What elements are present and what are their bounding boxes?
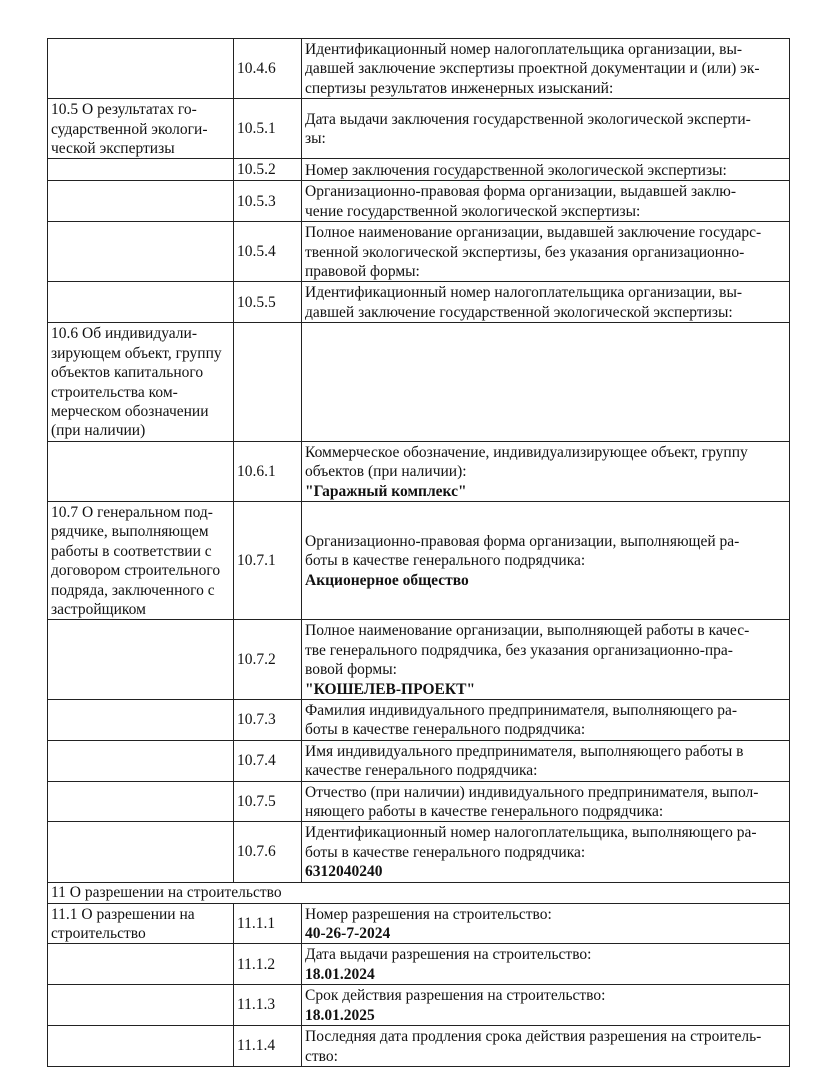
item-description-cell [302, 903, 790, 944]
section-title-line: строительства ком- [51, 383, 178, 401]
item-description-line: давшей заключение экспертизы проектной документации и (или) эк- [305, 60, 760, 78]
item-description-line: няющего работы в качестве генерального подрядчика: [305, 803, 664, 821]
item-description-cell [302, 99, 790, 159]
item-description-line: Полное наименование организации, выдавшей заключение государс- [305, 224, 762, 242]
table-row [48, 222, 790, 282]
item-code [234, 323, 302, 441]
section-title-cell [48, 903, 234, 944]
section-title-cell [48, 700, 234, 741]
item-description-line: вовой формы: [305, 661, 397, 679]
section-title-cell [48, 181, 234, 222]
item-description-cell [302, 781, 790, 822]
item-description-line: Срок действия разрешения на строительство: [305, 987, 606, 1005]
section-title-line: строительство [51, 925, 146, 943]
table-row [48, 620, 790, 700]
section-title-cell [48, 222, 234, 282]
item-description-cell [302, 985, 790, 1026]
table-row [48, 944, 790, 985]
item-description-cell [302, 323, 790, 441]
item-description-line: Фамилия индивидуального предпринимателя, выполняющего ра- [305, 702, 738, 719]
item-description-line: Номер разрешения на строительство: [305, 905, 552, 923]
item-description-line: Дата выдачи разрешения на строительство: [305, 946, 592, 964]
item-code: 10.5.3 [234, 181, 302, 222]
item-description-cell [302, 501, 790, 619]
item-description-line: Идентификационный номер налогоплательщика организации, вы- [305, 284, 743, 302]
item-description-line: боты в качестве генерального подрядчика: [305, 721, 586, 739]
item-description-line: тве генерального подрядчика, без указания организационно-пра- [305, 641, 733, 659]
section-title-cell [48, 441, 234, 501]
section-title-line: сударственной экологи- [51, 120, 208, 138]
section-title-line: зирующем объект, группу [51, 344, 222, 362]
table-row [48, 323, 790, 441]
item-description-cell [302, 740, 790, 781]
table-row [48, 882, 790, 903]
item-value: "Гаражный комплекс" [305, 482, 467, 500]
table-row [48, 781, 790, 822]
section-title-line: ческой экспертизы [51, 140, 175, 158]
item-code: 11.1.1 [234, 903, 302, 944]
section-title-cell [48, 39, 234, 99]
item-description-line: Идентификационный номер налогоплательщика организации, вы- [305, 41, 743, 58]
item-code: 10.4.6 [234, 39, 302, 99]
item-description-line: Коммерческое обозначение, индивидуализирующее объект, группу [305, 443, 748, 461]
section-title-cell [48, 99, 234, 159]
section-title-cell [48, 620, 234, 700]
item-description-cell [302, 700, 790, 741]
section-title-line: объектов капитального [51, 364, 204, 382]
item-description-line: Имя индивидуального предпринимателя, выполняющего работы в [305, 742, 744, 760]
table-row [48, 99, 790, 159]
table-row [48, 903, 790, 944]
section-title-line: работы в соответствии с [51, 542, 212, 560]
item-description-line: Полное наименование организации, выполняющей работы в качес- [305, 622, 750, 640]
item-value: 40-26-7-2024 [305, 925, 391, 943]
table-row [48, 181, 790, 222]
table-row [48, 501, 790, 619]
item-description-line: твенной экологической экспертизы, без указания организационно- [305, 243, 745, 261]
item-description-cell [302, 620, 790, 700]
item-code: 10.7.6 [234, 822, 302, 882]
item-description-cell [302, 282, 790, 323]
item-code: 10.5.4 [234, 222, 302, 282]
item-code: 10.7.5 [234, 781, 302, 822]
item-description-line: зы: [305, 130, 326, 148]
item-code: 10.7.4 [234, 740, 302, 781]
item-description-cell [302, 944, 790, 985]
item-value: "КОШЕЛЕВ-ПРОЕКТ" [305, 680, 476, 698]
item-code: 11.1.3 [234, 985, 302, 1026]
section-title-line: подряда, заключенного с [51, 581, 215, 599]
section-title-cell [48, 781, 234, 822]
table-row [48, 985, 790, 1026]
item-code: 10.5.1 [234, 99, 302, 159]
item-description-line: Идентификационный номер налогоплательщика, выполняющего ра- [305, 824, 757, 842]
item-value: 18.01.2024 [305, 965, 375, 983]
section-title-line: 10.6 Об индивидуали- [51, 325, 197, 343]
item-description-line: Отчество (при наличии) индивидуального предпринимателя, выпол- [305, 783, 759, 801]
section-title-cell [48, 740, 234, 781]
item-description-line: Организационно-правовая форма организации, выдавшей заклю- [305, 183, 737, 201]
table-row [48, 1026, 790, 1067]
item-description-cell [302, 822, 790, 882]
item-code: 10.5.2 [234, 159, 302, 181]
item-description-line: спертизы результатов инженерных изысканий: [305, 79, 614, 97]
item-description-line: давшей заключение государственной экологической экспертизы: [305, 303, 733, 321]
item-description-line: чение государственной экологической экспертизы: [305, 202, 641, 220]
item-description-line: Номер заключения государственной экологической экспертизы: [305, 161, 727, 179]
item-value: Акционерное общество [305, 571, 469, 589]
item-description-line: боты в качестве генерального подрядчика: [305, 552, 586, 570]
document-table [47, 38, 790, 1067]
item-description-cell [302, 441, 790, 501]
item-code: 11.1.4 [234, 1026, 302, 1067]
item-value: 6312040240 [305, 863, 383, 881]
item-code: 10.7.1 [234, 501, 302, 619]
table-row [48, 822, 790, 882]
section-title-line: (при наличии) [51, 422, 146, 440]
item-description-line: правовой формы: [305, 263, 420, 281]
section-title-line: мерческом обозначении [51, 402, 209, 420]
item-description-cell [302, 222, 790, 282]
item-description-cell [302, 39, 790, 99]
item-code: 10.6.1 [234, 441, 302, 501]
table-row [48, 39, 790, 99]
section-title-line: рядчике, выполняющем [51, 523, 209, 541]
section-title-cell [48, 323, 234, 441]
item-description-line: ство: [305, 1047, 338, 1065]
item-description-line: качестве генерального подрядчика: [305, 762, 538, 780]
item-description-cell [302, 1026, 790, 1067]
section-title-cell [48, 282, 234, 323]
section-title-cell [48, 985, 234, 1026]
item-description-cell [302, 181, 790, 222]
section-title-cell [48, 822, 234, 882]
item-description-line: Организационно-правовая форма организации, выполняющей ра- [305, 533, 740, 551]
section-title-cell [48, 501, 234, 619]
section-title-cell [48, 159, 234, 181]
section-title-line: договором строительного [51, 562, 221, 580]
item-description-line: объектов (при наличии): [305, 463, 467, 481]
section-title-line: 10.5 О результатах го- [51, 101, 197, 119]
section-title-line: застройщиком [51, 600, 146, 618]
table-row [48, 441, 790, 501]
item-code: 10.7.3 [234, 700, 302, 741]
table-row [48, 700, 790, 741]
item-description-line: боты в качестве генерального подрядчика: [305, 843, 586, 861]
item-code: 10.7.2 [234, 620, 302, 700]
table-row [48, 282, 790, 323]
item-code: 11.1.2 [234, 944, 302, 985]
section-title-cell [48, 1026, 234, 1067]
table-row [48, 740, 790, 781]
section-title-cell [48, 944, 234, 985]
item-code: 10.5.5 [234, 282, 302, 323]
item-description-cell [302, 159, 790, 181]
item-value: 18.01.2025 [305, 1006, 375, 1024]
section-heading: 11 О разрешении на строительство [48, 882, 790, 903]
section-title-line: 11.1 О разрешении на [51, 905, 195, 923]
table-row [48, 159, 790, 181]
section-title-line: 10.7 О генеральном под- [51, 503, 213, 521]
item-description-line: Последняя дата продления срока действия разрешения на строитель- [305, 1028, 762, 1046]
item-description-line: Дата выдачи заключения государственной экологической эксперти- [305, 110, 751, 128]
